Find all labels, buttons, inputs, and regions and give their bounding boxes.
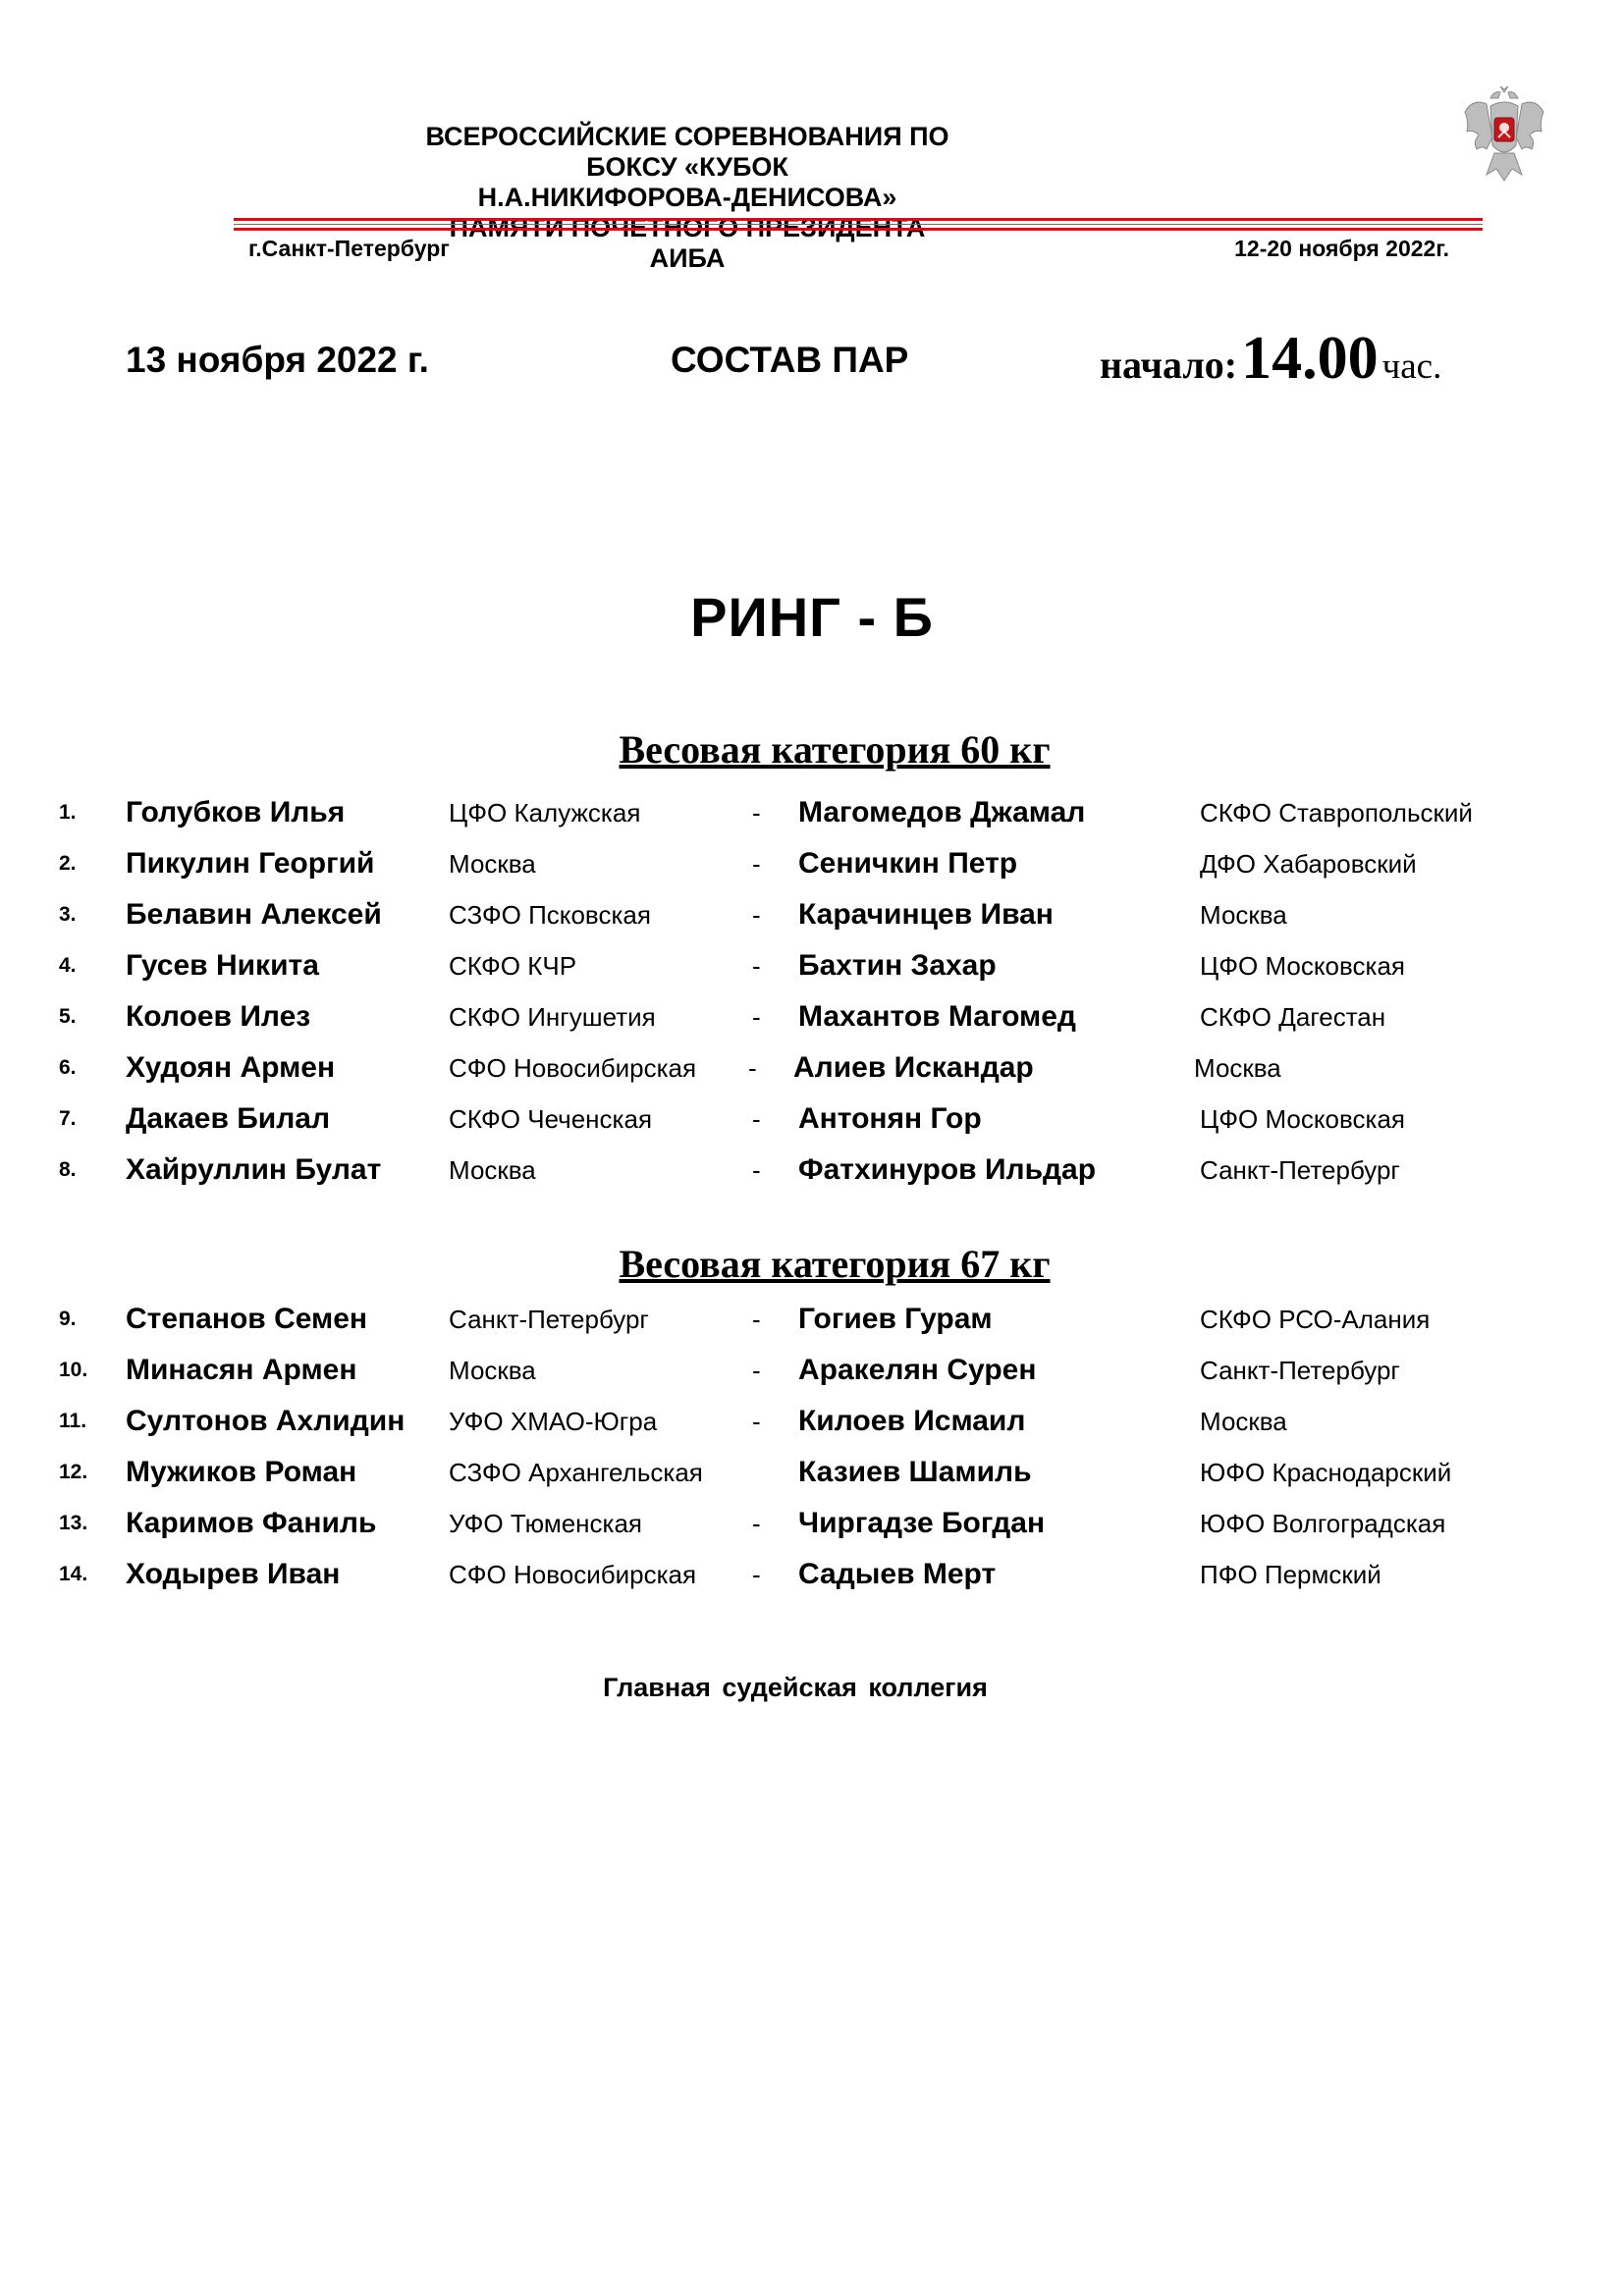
boxer-blue-region: ДФО Хабаровский — [1200, 849, 1417, 879]
boxer-blue-region: Санкт-Петербург — [1200, 1356, 1400, 1385]
header-rule-gray — [234, 224, 1483, 225]
boxer-red-region: Москва — [449, 1356, 536, 1385]
boxer-blue-name: Гогиев Гурам — [798, 1303, 993, 1335]
bout-number: 6. — [59, 1056, 77, 1079]
boxer-red-name: Каримов Фаниль — [126, 1507, 377, 1539]
boxer-red-region: СКФО Ингушетия — [449, 1002, 656, 1032]
weight-category-title: Весовая категория 60 кг — [619, 727, 1051, 772]
bout-separator: - — [752, 798, 761, 828]
start-unit: час. — [1381, 347, 1442, 387]
bout-number: 1. — [59, 801, 77, 824]
boxer-red-region: УФО ХМАО-Югра — [449, 1407, 658, 1436]
start-time: 14.00 — [1241, 325, 1379, 392]
boxer-blue-region: СКФО Дагестан — [1200, 1002, 1386, 1032]
boxer-blue-name: Сеничкин Петр — [798, 847, 1018, 880]
boxer-blue-name: Фатхинуров Ильдар — [798, 1153, 1097, 1186]
venue-city: г.Санкт-Петербург — [248, 236, 450, 261]
boxer-red-name: Хайруллин Булат — [126, 1153, 382, 1186]
bout-number: 4. — [59, 954, 77, 977]
boxer-blue-region: ПФО Пермский — [1200, 1560, 1381, 1589]
weight-category-title: Весовая категория 67 кг — [619, 1242, 1051, 1286]
bout-separator: - — [752, 849, 761, 879]
boxer-red-name: Дакаев Билал — [126, 1102, 331, 1135]
boxer-blue-region: ЦФО Московская — [1200, 951, 1405, 981]
boxer-red-region: УФО Тюменская — [449, 1509, 642, 1538]
boxer-blue-name: Аракелян Сурен — [798, 1354, 1037, 1386]
boxer-blue-region: Санкт-Петербург — [1200, 1155, 1400, 1185]
boxer-blue-name: Бахтин Захар — [798, 949, 997, 982]
bout-row — [0, 1549, 1624, 1600]
boxer-red-region: СЗФО Псковская — [449, 900, 651, 930]
boxer-blue-name: Антонян Гор — [798, 1102, 982, 1135]
header-rule-red — [234, 228, 1483, 231]
boxer-blue-name: Чиргадзе Богдан — [798, 1507, 1046, 1539]
bout-separator: - — [752, 1155, 761, 1185]
competition-title-line: АИБА — [649, 243, 726, 273]
boxer-red-region: СФО Новосибирская — [449, 1560, 697, 1589]
bout-separator: - — [752, 951, 761, 981]
competition-title-line: ВСЕРОССИЙСКИЕ СОРЕВНОВАНИЯ ПО БОКСУ «КУБОК — [425, 122, 949, 182]
bout-number: 7. — [59, 1107, 77, 1130]
boxer-blue-region: Москва — [1200, 900, 1287, 930]
boxer-blue-region: СКФО Ставропольский — [1200, 798, 1473, 828]
start-label: начало: — [1100, 343, 1238, 387]
boxer-red-name: Худоян Армен — [126, 1051, 336, 1084]
bout-number: 5. — [59, 1005, 77, 1028]
boxer-blue-region: Москва — [1194, 1053, 1281, 1083]
boxer-red-name: Степанов Семен — [126, 1303, 368, 1335]
boxer-red-region: СЗФО Архангельская — [449, 1458, 703, 1487]
boxer-red-name: Ходырев Иван — [126, 1558, 341, 1590]
boxer-blue-name: Казиев Шамиль — [798, 1456, 1032, 1488]
boxer-blue-region: ЮФО Волгоградская — [1200, 1509, 1446, 1538]
bout-row — [0, 838, 1624, 889]
bout-row — [0, 1145, 1624, 1196]
boxer-red-name: Голубков Илья — [126, 796, 346, 828]
boxer-blue-region: Москва — [1200, 1407, 1287, 1436]
ring-title: РИНГ - Б — [690, 586, 934, 648]
boxer-red-name: Минасян Армен — [126, 1354, 357, 1386]
bout-number: 13. — [59, 1512, 88, 1534]
boxer-red-region: Москва — [449, 1155, 536, 1185]
russian-eagle-emblem-icon — [1461, 84, 1547, 185]
boxer-blue-name: Садыев Мерт — [798, 1558, 997, 1590]
bout-separator: - — [752, 1305, 761, 1334]
bout-row — [0, 1345, 1624, 1396]
bout-row — [0, 991, 1624, 1042]
boxer-blue-name: Магомедов Джамал — [798, 796, 1086, 828]
bout-row — [0, 1094, 1624, 1145]
boxer-red-region: ЦФО Калужская — [449, 798, 641, 828]
competition-title-line: Н.А.НИКИФОРОВА-ДЕНИСОВА» — [477, 183, 897, 212]
bout-separator: - — [752, 1509, 761, 1538]
event-dates: 12-20 ноября 2022г. — [1234, 236, 1449, 261]
boxer-blue-name: Алиев Искандар — [793, 1051, 1034, 1084]
bout-row — [0, 940, 1624, 991]
bout-row — [0, 1498, 1624, 1549]
boxer-red-name: Султонов Ахлидин — [126, 1405, 406, 1437]
document-title: СОСТАВ ПАР — [671, 340, 909, 380]
bout-number: 2. — [59, 852, 77, 875]
bout-number: 3. — [59, 903, 77, 926]
boxer-red-name: Колоев Илез — [126, 1000, 311, 1033]
boxer-red-region: СКФО КЧР — [449, 951, 577, 981]
bout-row — [0, 787, 1624, 838]
bout-row — [0, 1042, 1624, 1094]
bout-separator: - — [752, 1104, 761, 1134]
bout-separator: - — [752, 1560, 761, 1589]
bout-date: 13 ноября 2022 г. — [126, 340, 429, 380]
bout-number: 14. — [59, 1563, 88, 1585]
boxer-red-region: СФО Новосибирская — [449, 1053, 697, 1083]
header-rule-red — [234, 218, 1483, 221]
bout-number: 10. — [59, 1359, 88, 1381]
bout-number: 9. — [59, 1308, 77, 1330]
boxer-red-name: Пикулин Георгий — [126, 847, 375, 880]
bout-row — [0, 1294, 1624, 1345]
competition-title — [412, 122, 962, 274]
boxer-red-name: Мужиков Роман — [126, 1456, 357, 1488]
bout-number: 12. — [59, 1461, 88, 1483]
bout-row — [0, 889, 1624, 940]
boxer-red-region: СКФО Чеченская — [449, 1104, 653, 1134]
bout-separator: - — [752, 900, 761, 930]
bout-row — [0, 1447, 1624, 1498]
boxer-blue-region: СКФО РСО-Алания — [1200, 1305, 1431, 1334]
start-time-block — [1100, 324, 1441, 394]
chief-judges-signature: Главная судейская коллегия — [603, 1673, 988, 1702]
boxer-blue-name: Махантов Магомед — [798, 1000, 1076, 1033]
bout-separator: - — [752, 1356, 761, 1385]
boxer-red-region: Москва — [449, 849, 536, 879]
boxer-blue-region: ЮФО Краснодарский — [1200, 1458, 1452, 1487]
boxer-red-name: Гусев Никита — [126, 949, 319, 982]
bout-separator: - — [752, 1002, 761, 1032]
boxer-red-name: Белавин Алексей — [126, 898, 382, 931]
bout-number: 11. — [59, 1410, 87, 1432]
bout-separator: - — [752, 1407, 761, 1436]
boxer-blue-name: Килоев Исмаил — [798, 1405, 1026, 1437]
bout-row — [0, 1396, 1624, 1447]
bout-number: 8. — [59, 1158, 77, 1181]
boxer-red-region: Санкт-Петербург — [449, 1305, 649, 1334]
boxer-blue-region: ЦФО Московская — [1200, 1104, 1405, 1134]
bout-separator: - — [748, 1053, 757, 1083]
boxer-blue-name: Карачинцев Иван — [798, 898, 1054, 931]
